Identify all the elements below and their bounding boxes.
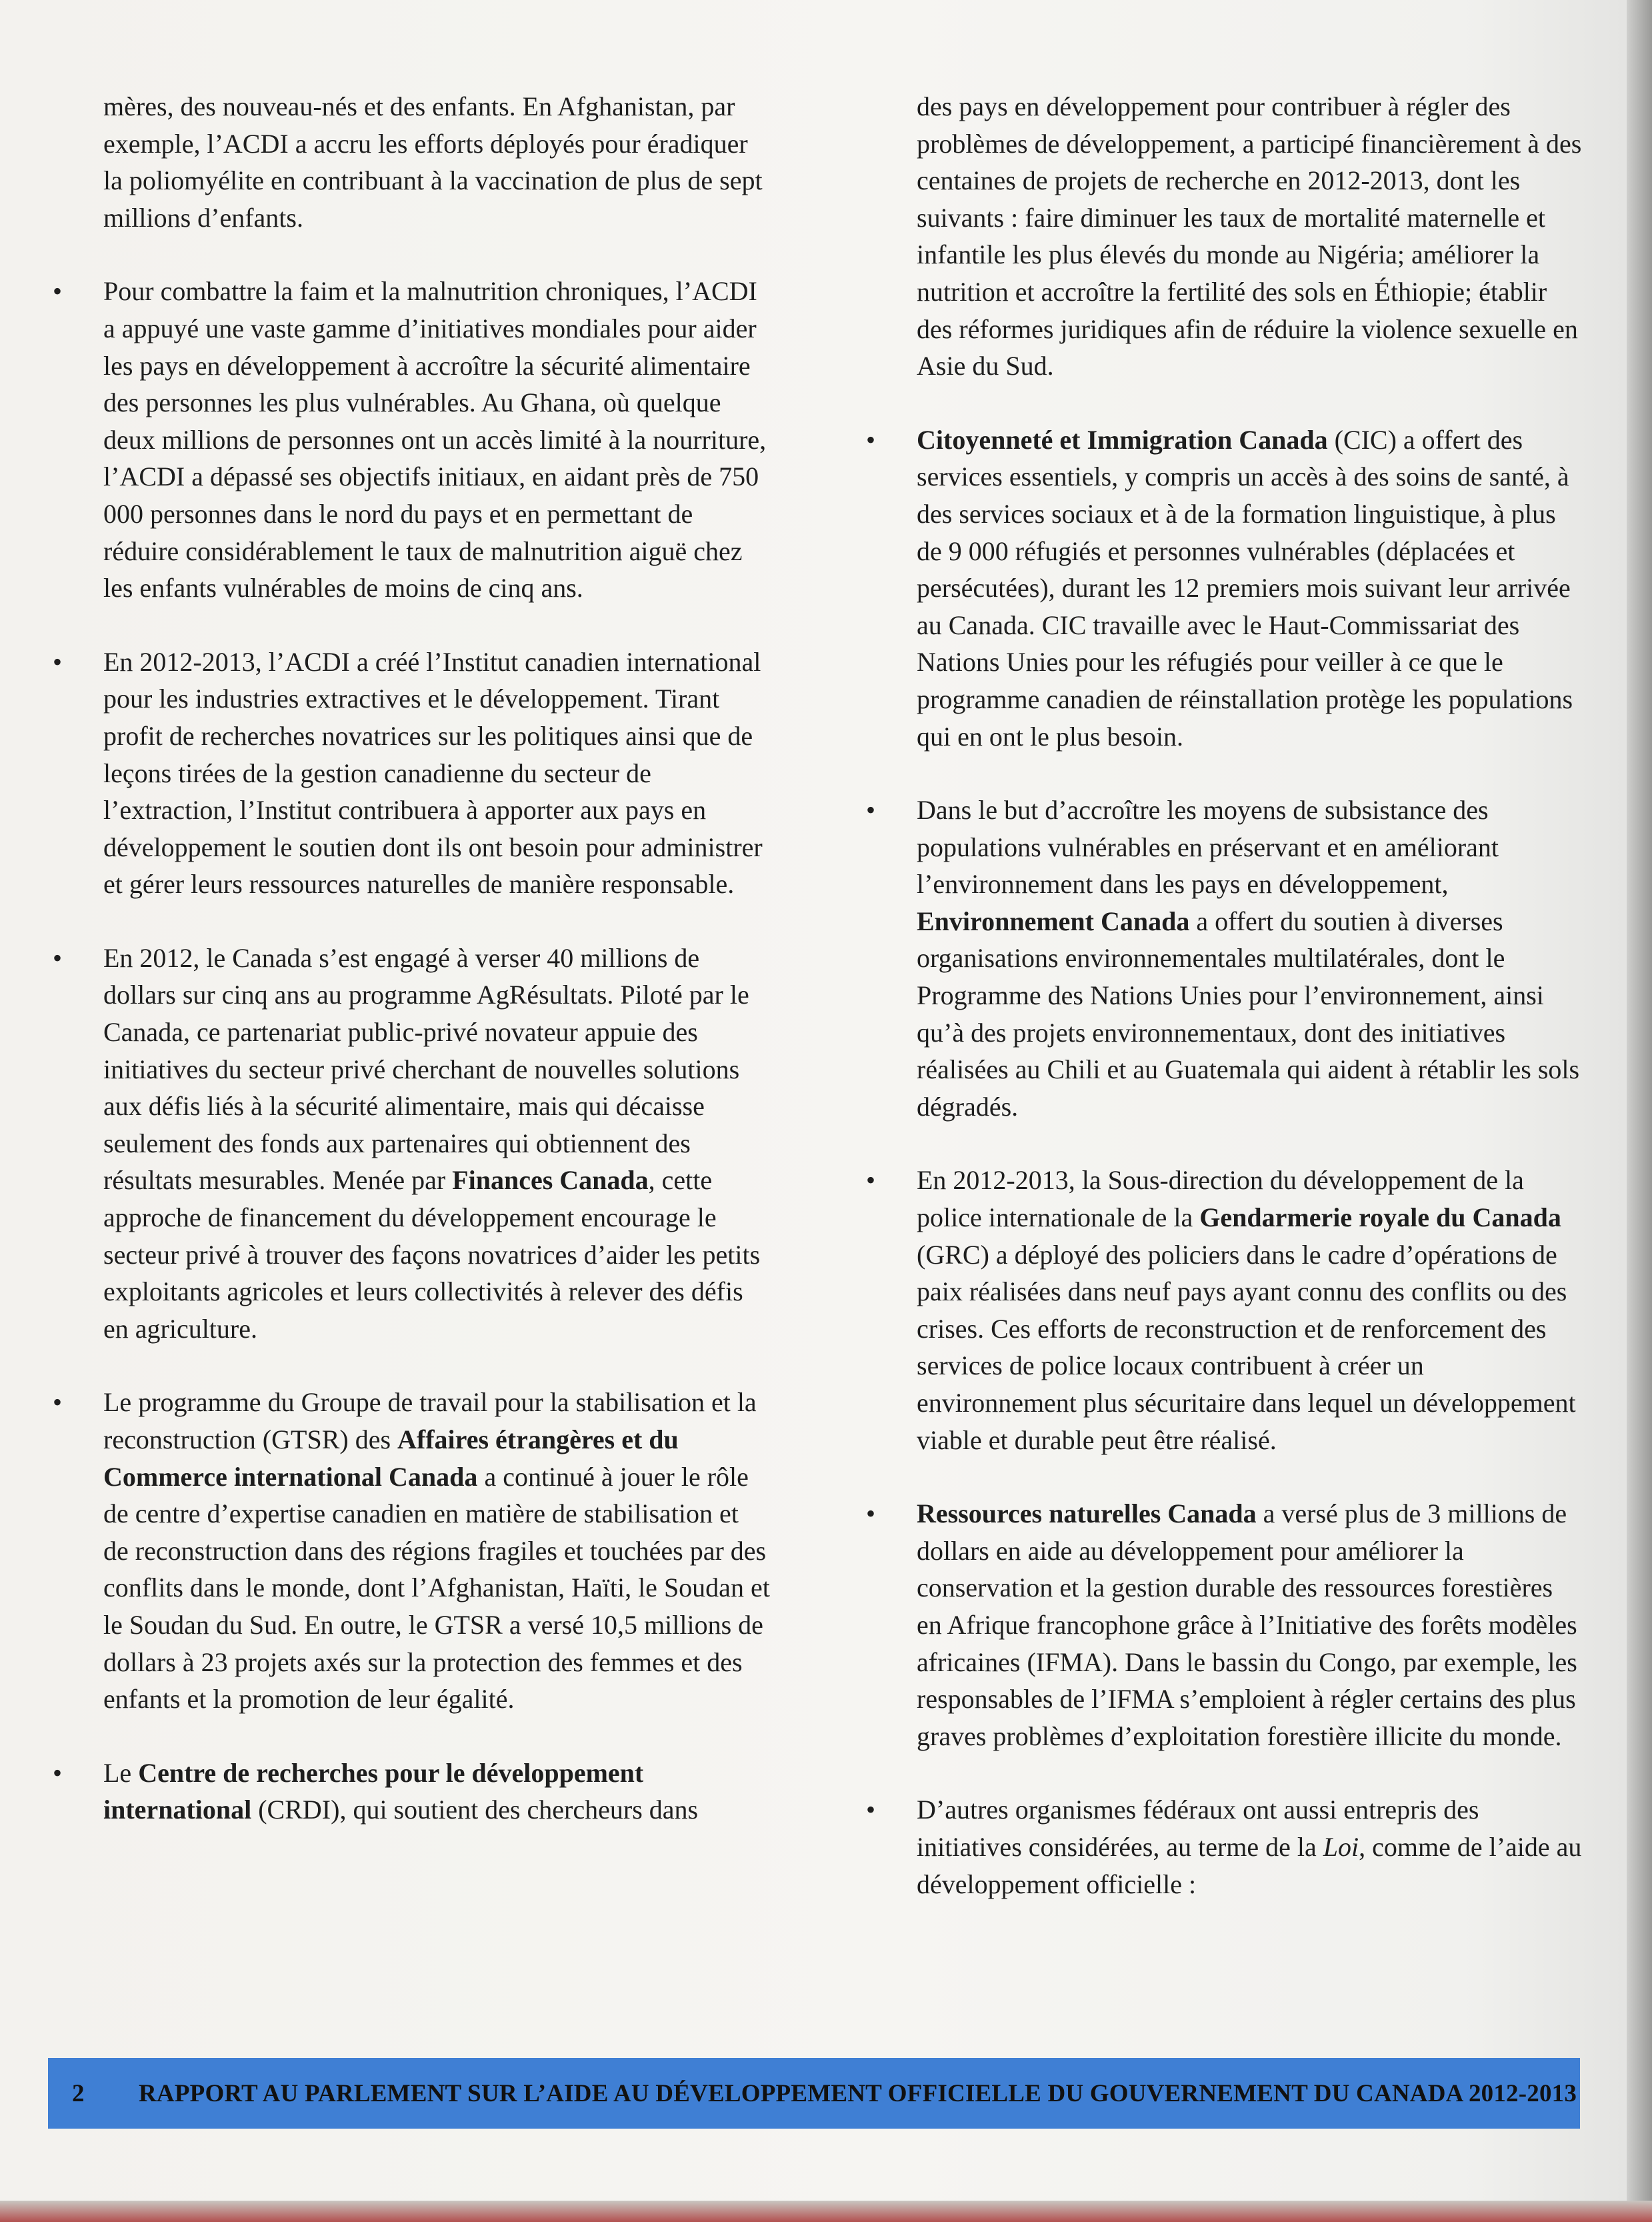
page-bottom-edge: [0, 2201, 1652, 2222]
bullet-icon: •: [53, 1757, 63, 1788]
list-item-text: En 2012-2013, l’ACDI a créé l’Institut canadien international pour les industries extractives et le développement. Tirant profit de recherches novatrices sur les politiques ainsi que de leçons tirées de la gestion canadienne du secteur de l’extraction, l’Institut contribuera à apporter aux pays en développement le soutien dont ils ont besoin pour administrer et gérer leurs ressources naturelles de manière responsable.: [103, 646, 763, 900]
bullet-icon: •: [866, 1498, 876, 1529]
list-item: [863, 1791, 1583, 1903]
list-item: [50, 1384, 770, 1717]
bullet-icon: •: [866, 1795, 876, 1825]
bullet-icon: •: [866, 1165, 876, 1196]
list-item-text: Ressources naturelles Canada a versé plus de 3 millions de dollars en aide au développement pour améliorer la conservation et la gestion durable des ressources forestières en Afrique francophone grâce à l’Initiative des forêts modèles africaines (IFMA). Dans le bassin du Congo, par exemple, les responsables de l’IFMA s’emploient à régler certains des plus graves problèmes d’exploitation forestière illicite du monde.: [917, 1498, 1577, 1751]
organization-name: Centre de recherches pour le développement international: [103, 1757, 644, 1825]
page-number: 2: [72, 2079, 85, 2107]
organization-name: Citoyenneté et Immigration Canada: [917, 424, 1328, 455]
page-edge-shadow: [1627, 0, 1652, 2222]
list-item: [50, 644, 770, 903]
list-item: [50, 940, 770, 1348]
list-item: [863, 421, 1583, 755]
bullet-icon: •: [866, 795, 876, 826]
organization-name: Gendarmerie royale du Canada: [1199, 1202, 1561, 1233]
list-item: [863, 1162, 1583, 1458]
right-column: [863, 88, 1583, 1939]
bullet-icon: •: [53, 1387, 63, 1418]
list-item-text: En 2012, le Canada s’est engagé à verser 40 millions de dollars sur cinq ans au programme AgRésultats. Piloté par le Canada, ce partenariat public-privé novateur appuie des initiatives du secteur privé cherchant de nouvelles solutions aux défis liés à la sécurité alimentaire, mais qui décaisse seulement des fonds aux partenaires qui obtiennent des résultats mesurables. Menée par Finances Canada, cette approche de financement du développement encourage le secteur privé à trouver des façons novatrices d’aider les petits exploitants agricoles et leurs collectivités à relever des défis en agriculture.: [103, 942, 761, 1344]
continuation-paragraph: des pays en développement pour contribuer à régler des problèmes de développement, a participé financièrement à des centaines de projets de recherche en 2012-2013, dont les suivants : faire diminuer les taux de mortalité maternelle et infantile les plus élevés du monde au Nigéria; améliorer la nutrition et accroître la fertilité des sols en Éthiopie; établir des réformes juridiques afin de réduire la violence sexuelle en Asie du Sud.: [917, 91, 1582, 381]
bullet-icon: •: [53, 646, 63, 677]
list-item-text: Dans le but d’accroître les moyens de subsistance des populations vulnérables en préservant et en améliorant l’environnement dans les pays en développement, Environnement Canada a offert du soutien à diverses organisations environnementales multilatérales, dont le Programme des Nations Unies pour l’environnement, ainsi qu’à des projets environnementaux, dont des initiatives réalisées au Chili et au Guatemala qui aident à rétablir les sols dégradés.: [917, 795, 1580, 1122]
list-item: [50, 1755, 770, 1829]
list-item-text: D’autres organismes fédéraux ont aussi entrepris des initiatives considérées, au terme de la Loi, comme de l’aide au développement officielle :: [917, 1795, 1582, 1899]
list-item-text: Le programme du Groupe de travail pour la stabilisation et la reconstruction (GTSR) des Affaires étrangères et du Commerce international Canada a continué à jouer le rôle de centre d’expertise canadien en matière de stabilisation et de reconstruction dans des régions fragiles et touchées par des conflits dans le monde, dont l’Afghanistan, Haïti, le Soudan et le Soudan du Sud. En outre, le GTSR a versé 10,5 millions de dollars à 23 projets axés sur la protection des femmes et des enfants et la promotion de leur égalité.: [103, 1387, 770, 1715]
list-item: [863, 792, 1583, 1125]
list-item: [863, 1495, 1583, 1755]
law-reference: Loi: [1323, 1831, 1359, 1862]
organization-name: Environnement Canada: [917, 906, 1190, 936]
organization-name: Finances Canada: [452, 1165, 649, 1196]
bullet-icon: •: [53, 276, 63, 307]
page-footer-banner: [48, 2058, 1580, 2129]
bullet-icon: •: [53, 942, 63, 973]
list-item-text: Citoyenneté et Immigration Canada (CIC) a offert des services essentiels, y compris un accès à des soins de santé, à des services sociaux et à de la formation linguistique, à plus de 9 000 réfugiés et personnes vulnérables (déplacées et persécutées), durant les 12 premiers mois suivant leur arrivée au Canada. CIC travaille avec le Haut-Commissariat des Nations Unies pour les réfugiés pour veiller à ce que le programme canadien de réinstallation protège les populations qui en ont le plus besoin.: [917, 424, 1573, 752]
list-item-text: En 2012-2013, la Sous-direction du développement de la police internationale de la Gendarmerie royale du Canada (GRC) a déployé des policiers dans le cadre d’opérations de paix réalisées dans neuf pays ayant connu des conflits ou des crises. Ces efforts de reconstruction et de renforcement des services de police locaux contribuent à créer un environnement plus sécuritaire dans lequel un développement viable et durable peut être réalisé.: [917, 1165, 1576, 1455]
left-column: [50, 88, 770, 1865]
list-item-text: Le Centre de recherches pour le développement international (CRDI), qui soutient des chercheurs dans: [103, 1757, 699, 1825]
list-item: [50, 273, 770, 606]
continuation-paragraph: mères, des nouveau-nés et des enfants. En Afghanistan, par exemple, l’ACDI a accru les efforts déployés pour éradiquer la poliomyélite en contribuant à la vaccination de plus de sept millions d’enfants.: [103, 91, 763, 233]
list-item-text: Pour combattre la faim et la malnutrition chroniques, l’ACDI a appuyé une vaste gamme d’initiatives mondiales pour aider les pays en développement à accroître la sécurité alimentaire des personnes les plus vulnérables. Au Ghana, où quelque deux millions de personnes ont un accès limité à la nourriture, l’ACDI a dépassé ses objectifs initiaux, en aidant près de 750 000 personnes dans le nord du pays et en permettant de réduire considérablement le taux de malnutrition aiguë chez les enfants vulnérables de moins de cinq ans.: [103, 276, 767, 604]
footer-title: RAPPORT AU PARLEMENT SUR L’AIDE AU DÉVELOPPEMENT OFFICIELLE DU GOUVERNEMENT DU CANADA 2012-2013: [139, 2079, 1577, 2107]
organization-name: Ressources naturelles Canada: [917, 1498, 1257, 1529]
organization-name: Affaires étrangères et du Commerce international Canada: [103, 1424, 679, 1492]
bullet-icon: •: [866, 424, 876, 455]
